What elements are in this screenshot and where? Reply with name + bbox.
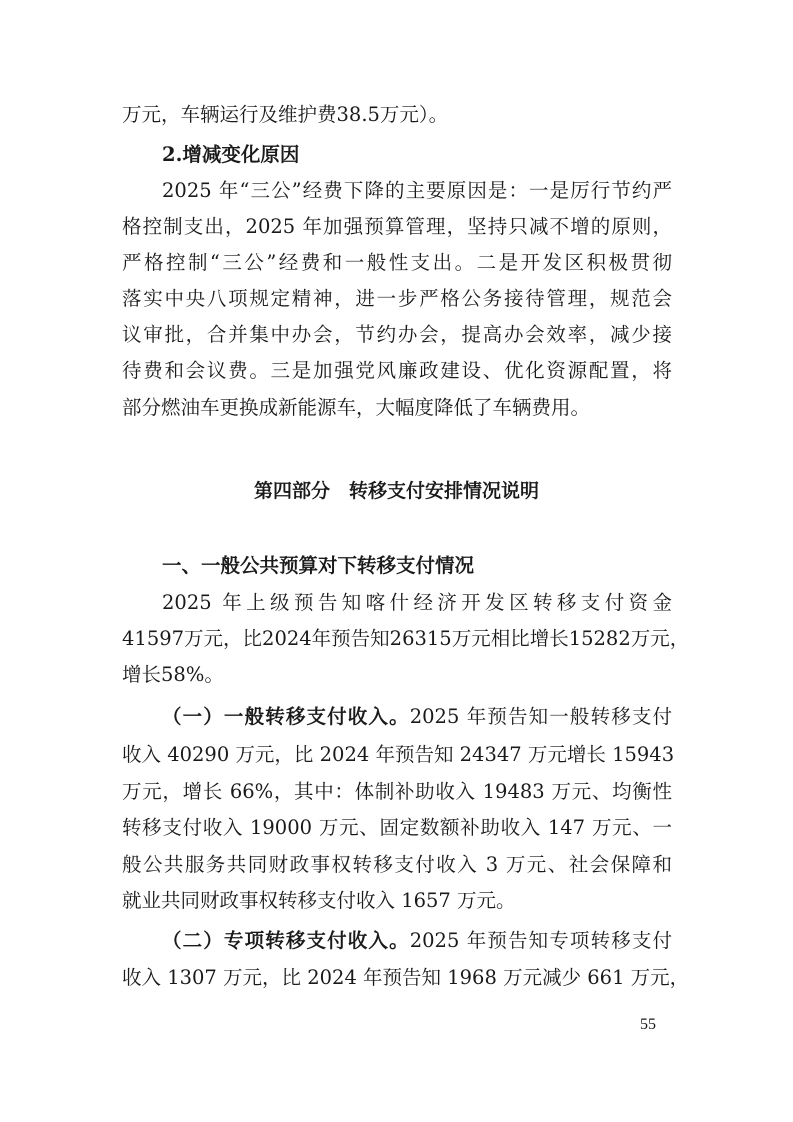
paragraph-line <box>162 926 672 956</box>
paragraph-text: 2025 年预告知专项转移支付 <box>409 929 672 952</box>
bold-lead-general-transfer-income: （一）一般转移支付收入。 <box>162 705 410 728</box>
subheading-change-reasons: 2.增减变化原因 <box>162 143 300 166</box>
paragraph-line: 就业共同财政事权转移支付收入 1657 万元。 <box>122 889 516 912</box>
paragraph-line: 落实中央八项规定精神，进一步严格公务接待管理，规范会 <box>122 287 672 310</box>
paragraph-line: 41597万元，比2024年预告知26315万元相比增长15282万元， <box>122 627 690 650</box>
paragraph-line: 收入 40290 万元，比 2024 年预告知 24347 万元增长 15943 <box>122 743 675 766</box>
paragraph-line: 2025 年“三公”经费下降的主要原因是：一是厉行节约严 <box>162 179 672 202</box>
paragraph-line <box>162 702 672 732</box>
paragraph-line: 议审批，合并集中办会，节约办会，提高办会效率，减少接 <box>122 323 672 346</box>
paragraph-line: 2025 年上级预告知喀什经济开发区转移支付资金 <box>162 591 672 614</box>
paragraph-line: 转移支付收入 19000 万元、固定数额补助收入 147 万元、一 <box>122 816 672 839</box>
paragraph-line: 般公共服务共同财政事权转移支付收入 3 万元、社会保障和 <box>122 853 672 876</box>
bold-lead-special-transfer-income: （二）专项转移支付收入。 <box>162 929 410 952</box>
paragraph-line: 严格控制“三公”经费和一般性支出。二是开发区积极贯彻 <box>122 251 672 274</box>
page-number: 55 <box>640 1016 656 1033</box>
section-title: 第四部分 转移支付安排情况说明 <box>253 480 539 502</box>
paragraph-line: 格控制支出，2025 年加强预算管理，坚持只减不增的原则， <box>122 215 672 238</box>
paragraph-text: 2025 年预告知一般转移支付 <box>409 705 672 728</box>
paragraph-line: 收入 1307 万元，比 2024 年预告知 1968 万元减少 661 万元， <box>122 966 690 989</box>
paragraph-line: 增长58%。 <box>122 663 224 686</box>
paragraph-line: 万元，车辆运行及维护费38.5万元）。 <box>122 103 449 126</box>
paragraph-line: 万元，增长 66%，其中：体制补助收入 19483 万元、均衡性 <box>122 780 672 803</box>
paragraph-line: 部分燃油车更换成新能源车，大幅度降低了车辆费用。 <box>122 396 591 419</box>
paragraph-line: 待费和会议费。三是加强党风廉政建设、优化资源配置，将 <box>122 359 672 382</box>
heading-general-transfer: 一、一般公共预算对下转移支付情况 <box>162 554 475 577</box>
